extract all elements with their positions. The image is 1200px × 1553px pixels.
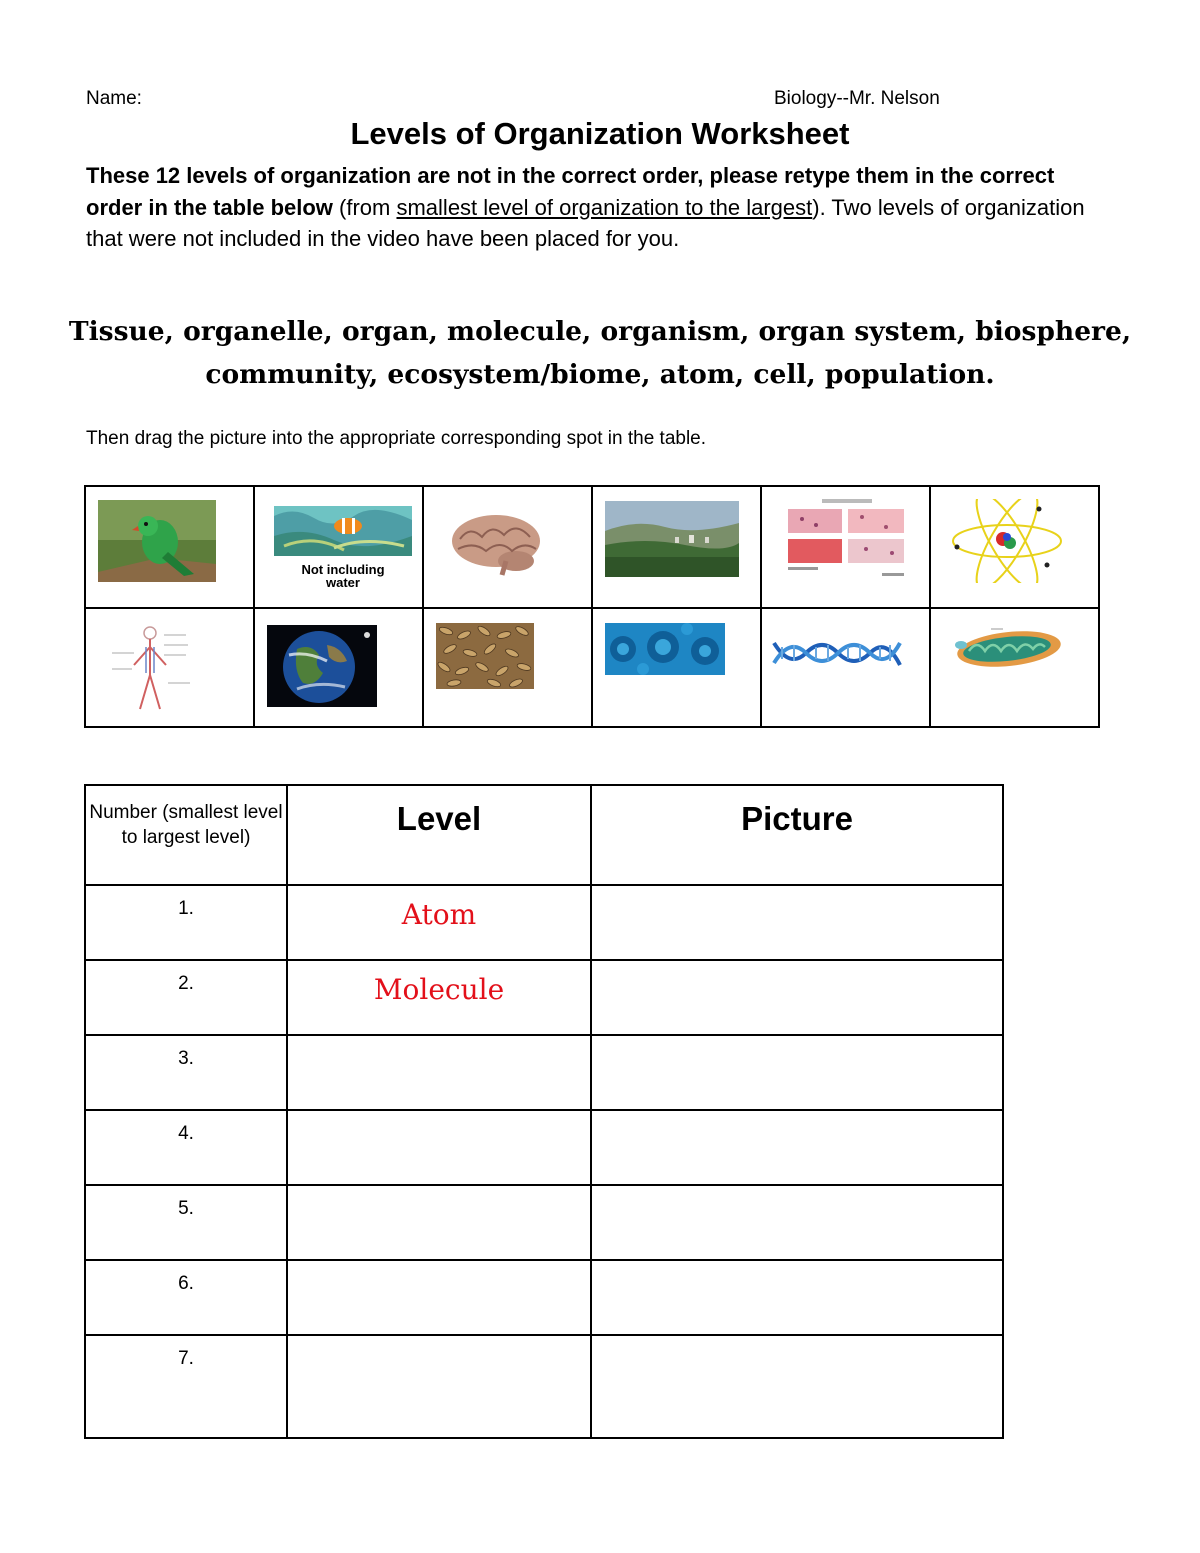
header-picture-cell <box>591 785 1003 885</box>
tissue-slides-photo-icon[interactable] <box>782 499 912 581</box>
dna-helix-icon[interactable] <box>772 635 902 673</box>
level-text[interactable] <box>288 1261 590 1273</box>
table-row <box>85 885 1003 960</box>
level-text[interactable] <box>288 1111 590 1123</box>
worksheet-title: Levels of Organization Worksheet <box>350 116 850 151</box>
header-level: Level <box>396 800 482 837</box>
brain-photo-icon[interactable] <box>446 509 546 581</box>
course-label: Biology--Mr. Nelson <box>774 88 940 109</box>
row-number: 4. <box>178 1123 194 1144</box>
name-label: Name: <box>86 88 142 109</box>
mitochondrion-organelle-icon[interactable] <box>951 625 1063 669</box>
picture-cell <box>85 486 254 608</box>
level-cell[interactable] <box>287 1035 591 1110</box>
drag-instruction: Then drag the picture into the appropriate corresponding spot in the table. <box>86 428 707 449</box>
picture-drop-cell[interactable] <box>591 1335 1003 1438</box>
header-level-cell <box>287 785 591 885</box>
level-cell[interactable] <box>287 1335 591 1438</box>
header-number: Number (smallest level to largest level) <box>89 802 283 848</box>
picture-cell <box>930 608 1099 727</box>
table-row <box>85 1110 1003 1185</box>
instructions-part-4: smallest level of organization to the largest <box>396 194 813 220</box>
level-cell[interactable] <box>287 1260 591 1335</box>
caption-line-2: water <box>326 575 360 590</box>
row-number: 6. <box>178 1273 194 1294</box>
level-cell[interactable] <box>287 960 591 1035</box>
picture-cell <box>761 486 930 608</box>
picture-cell <box>254 486 423 608</box>
table-row <box>85 1185 1003 1260</box>
instructions-part-2: in the correct order in the table below <box>86 163 1055 220</box>
table-row <box>85 1260 1003 1335</box>
earth-globe-photo-icon[interactable] <box>267 625 377 707</box>
level-text[interactable] <box>288 1186 590 1198</box>
forest-landscape-photo-icon[interactable] <box>605 501 739 577</box>
instructions-part-5: ). Two levels of organization that were not included in the video have been placed for you. <box>86 194 1085 251</box>
instructions-part-3: (from <box>332 194 397 220</box>
answer-table <box>84 784 1004 1439</box>
level-cell[interactable] <box>287 1110 591 1185</box>
level-text[interactable] <box>288 1336 590 1348</box>
level-text[interactable] <box>288 1036 590 1048</box>
caption-line-1: Not including <box>301 562 385 577</box>
picture-drop-cell[interactable] <box>591 1035 1003 1110</box>
level-cell[interactable] <box>287 1185 591 1260</box>
row-number: 7. <box>178 1348 194 1369</box>
parrot-photo-icon[interactable] <box>98 500 216 582</box>
instructions-part-1: These 12 levels of organization are not in the correct order, please retype them <box>86 163 915 188</box>
picture-caption <box>274 563 412 589</box>
instructions-paragraph <box>86 160 1106 255</box>
atom-diagram-icon[interactable] <box>947 499 1067 583</box>
header-picture: Picture <box>741 800 853 837</box>
levels-list-line-1: Tissue, organelle, organ, molecule, organism, organ system, biosphere, <box>68 316 1132 347</box>
picture-drop-cell[interactable] <box>591 1110 1003 1185</box>
table-row <box>85 960 1003 1035</box>
picture-drop-cell[interactable] <box>591 1260 1003 1335</box>
picture-cell <box>930 486 1099 608</box>
picture-cell <box>254 608 423 727</box>
picture-drop-cell[interactable] <box>591 960 1003 1035</box>
clownfish-anemone-photo-icon[interactable] <box>274 506 412 556</box>
level-text[interactable]: Atom <box>401 898 477 931</box>
cells-microscope-photo-icon[interactable] <box>605 623 725 675</box>
picture-bank-grid <box>84 485 1100 728</box>
levels-list <box>60 310 1140 396</box>
row-number: 3. <box>178 1048 194 1069</box>
row-number: 2. <box>178 973 194 994</box>
picture-cell <box>85 608 254 727</box>
table-row <box>85 1335 1003 1438</box>
human-body-system-diagram-icon[interactable] <box>108 623 198 713</box>
picture-cell <box>592 486 761 608</box>
row-number: 5. <box>178 1198 194 1219</box>
row-number: 1. <box>178 898 194 919</box>
table-row <box>85 1035 1003 1110</box>
levels-list-line-2: community, ecosystem/biome, atom, cell, population. <box>205 359 995 390</box>
picture-cell <box>592 608 761 727</box>
header-number-cell <box>85 785 287 885</box>
picture-cell <box>761 608 930 727</box>
insect-population-photo-icon[interactable] <box>436 623 534 689</box>
picture-cell <box>423 486 592 608</box>
level-text[interactable]: Molecule <box>373 973 505 1006</box>
picture-drop-cell[interactable] <box>591 885 1003 960</box>
picture-drop-cell[interactable] <box>591 1185 1003 1260</box>
level-cell[interactable] <box>287 885 591 960</box>
picture-cell <box>423 608 592 727</box>
